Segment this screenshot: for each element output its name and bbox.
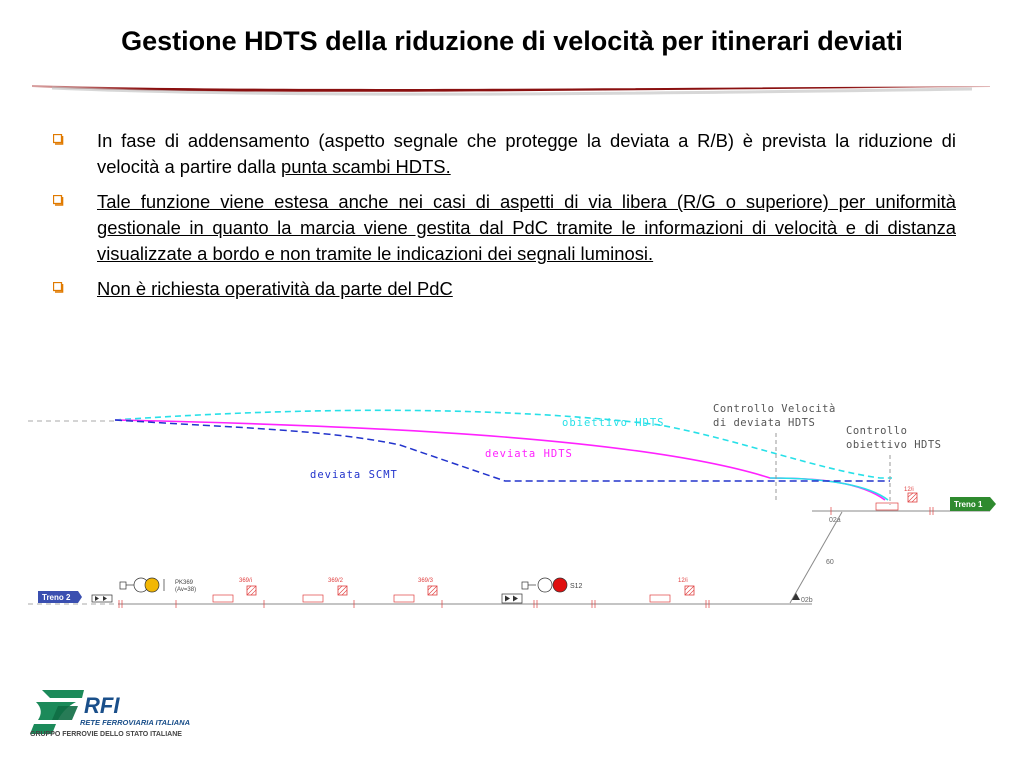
pk369-label: PK369 [175, 580, 194, 586]
switch-track [790, 512, 842, 603]
treno1-label: Treno 1 [954, 500, 983, 509]
svg-text:369/3: 369/3 [418, 578, 434, 584]
deviata-hdts-curve [115, 420, 885, 500]
obiettivo-label: obiettivo HDTS [562, 417, 665, 429]
bullet-underlined-text: punta scambi HDTS. [281, 156, 451, 177]
direction-indicator [92, 595, 112, 602]
bullet-item [52, 276, 956, 302]
s12-signal-icon [522, 578, 567, 592]
title-underline [32, 78, 990, 102]
controllo-velocita-label: Controllo Velocità [713, 403, 836, 415]
rfi-logo [28, 686, 228, 742]
switch-speed-label: 60 [826, 559, 834, 566]
rfi-wordmark: RFI [84, 693, 120, 718]
bullet-text: Tale funzione viene estesa anche nei casi di aspetti di via libera (R/G o superiore) per uniformità gestionale in quanto la marcia viene gestita dal PdC tramite le informazioni di velocità e di distanza visualizzate a bordo e non tramite le indicazioni dei segnali luminosi. [97, 191, 956, 264]
track-diagram [0, 385, 1024, 625]
fs-mark-icon [30, 690, 84, 734]
pk369-sublabel: (Av=38) [175, 587, 197, 593]
checkbox-bullet-icon [53, 134, 64, 145]
checkbox-bullet-icon [53, 282, 64, 293]
bullet-item [52, 128, 956, 180]
balise-group [213, 578, 694, 602]
track-joints [119, 507, 933, 608]
s12-label: S12 [570, 583, 583, 590]
svg-text:12/i: 12/i [904, 487, 914, 493]
bullet-text: In fase di addensamento (aspetto segnale che protegge la deviata a R/B) è prevista la riduzione di velocità a partire dalla [97, 130, 956, 177]
controllo-obiettivo-label-2: obiettivo HDTS [846, 439, 942, 451]
rfi-fullname: RETE FERROVIARIA ITALIANA [80, 718, 190, 727]
direction-indicator-2 [502, 594, 522, 603]
deviata-scmt-label: deviata SCMT [310, 469, 398, 481]
balise-upper [904, 487, 917, 502]
bullet-list [52, 128, 956, 311]
switch-lower-label: 02b [801, 597, 813, 604]
controllo-obiettivo-label: Controllo [846, 425, 908, 437]
svg-text:369/2: 369/2 [328, 578, 344, 584]
svg-text:12/i: 12/i [678, 578, 688, 584]
deviata-hdts-label: deviata HDTS [485, 448, 573, 460]
page-title: Gestione HDTS della riduzione di velocità per itinerari deviati [121, 26, 903, 56]
bullet-item [52, 189, 956, 267]
checkbox-bullet-icon [53, 195, 64, 206]
treno2-label: Treno 2 [42, 593, 71, 602]
pk369-signal-icon [120, 578, 164, 592]
fs-group-name: GRUPPO FERROVIE DELLO STATO ITALIANE [30, 731, 182, 738]
signal-indicator [876, 503, 898, 510]
bullet-text: Non è richiesta operatività da parte del PdC [97, 278, 453, 299]
switch-upper-label: 02a [829, 517, 841, 524]
controllo-velocita-label-2: di deviata HDTS [713, 417, 816, 429]
svg-text:369/i: 369/i [239, 578, 253, 584]
